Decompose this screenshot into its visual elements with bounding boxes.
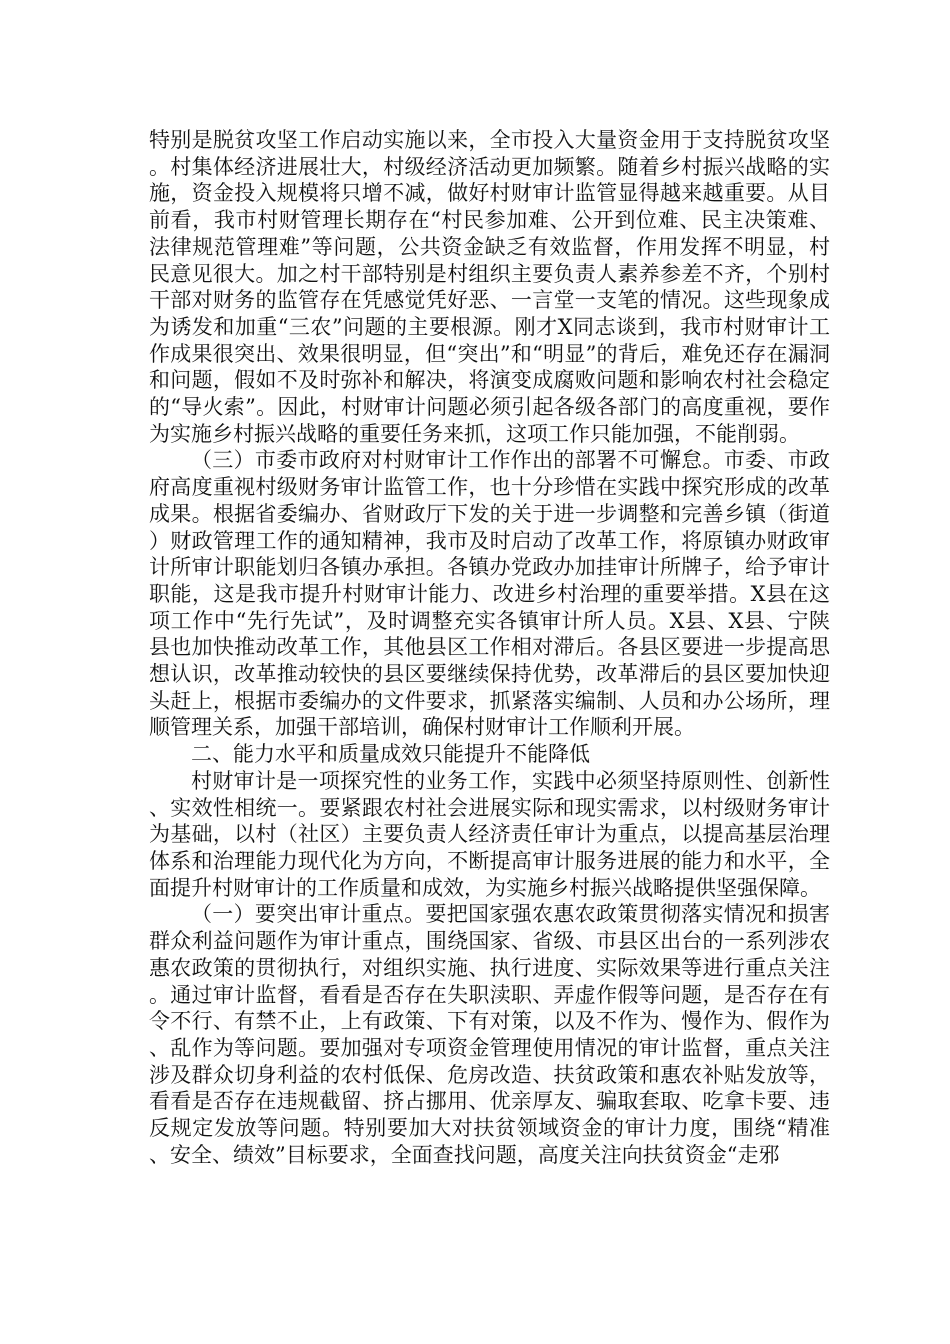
section-heading-two: 二、能力水平和质量成效只能提升不能降低 <box>191 742 590 767</box>
document-body <box>149 127 830 1168</box>
paragraph-section-two-intro: 村财审计是一项探究性的业务工作，实践中必须坚持原则性、创新性、实效性相统一。要紧跟农村社会进展实际和现实需求，以村级财务审计为基础，以村（社区）主要负责人经济责任审计为重点，以提高基层治理体系和治理能力现代化为方向，不断提高审计服务进展的能力和水平，全面提升村财审计的工作质量和成效，为实施乡村振兴战略提供坚强保障。 <box>149 768 830 900</box>
paragraph-section-three: （三）市委市政府对村财审计工作作出的部署不可懈怠。市委、市政府高度重视村级财务审计监管工作，也十分珍惜在实践中探究形成的改革成果。根据省委编办、省财政厅下发的关于进一步调整和完善乡镇（街道）财政管理工作的通知精神，我市及时启动了改革工作，将原镇办财政审计所审计职能划归各镇办承担。各镇办党政办加挂审计所牌子，给予审计职能，这是我市提升村财审计能力、改进乡村治理的重要举措。X县在这项工作中“先行先试”，及时调整充实各镇审计所人员。X县、X县、宁陕县也加快推动改革工作，其他县区工作相对滞后。各县区要进一步提高思想认识，改革推动较快的县区要继续保持优势，改革滞后的县区要加快迎头赶上，根据市委编办的文件要求，抓紧落实编制、人员和办公场所，理顺管理关系，加强干部培训，确保村财审计工作顺利开展。 <box>149 448 830 740</box>
paragraph-audit-focus: （一）要突出审计重点。要把国家强农惠农政策贯彻落实情况和损害群众利益问题作为审计重点，围绕国家、省级、市县区出台的一系列涉农惠农政策的贯彻执行，对组织实施、执行进度、实际效果等进行重点关注。通过审计监督，看看是否存在失职渎职、弄虚作假等问题，是否存在有令不行、有禁不止，上有政策、下有对策，以及不作为、慢作为、假作为、乱作为等问题。要加强对专项资金管理使用情况的审计监督，重点关注涉及群众切身利益的农村低保、危房改造、扶贫政策和惠农补贴发放等，看看是否存在违规截留、挤占挪用、优亲厚友、骗取套取、吃拿卡要、违反规定发放等问题。特别要加大对扶贫领域资金的审计力度，围绕“精准、安全、绩效”目标要求，全面查找问题，高度关注向扶贫资金“走邪 <box>149 902 830 1167</box>
paragraph-continued-intro: 特别是脱贫攻坚工作启动实施以来，全市投入大量资金用于支持脱贫攻坚。村集体经济进展壮大，村级经济活动更加频繁。随着乡村振兴战略的实施，资金投入规模将只增不减，做好村财审计监管显得越来越重要。从目前看，我市村财管理长期存在“村民参加难、公开到位难、民主决策难、法律规范管理难”等问题，公共资金缺乏有效监督，作用发挥不明显，村民意见很大。加之村干部特别是村组织主要负责人素养参差不齐，个别村干部对财务的监管存在凭感觉凭好恶、一言堂一支笔的情况。这些现象成为诱发和加重“三农”问题的主要根源。刚才X同志谈到，我市村财审计工作成果很突出、效果很明显，但“突出”和“明显”的背后，难免还存在漏洞和问题，假如不及时弥补和解决，将演变成腐败问题和影响农村社会稳定的“导火索”。因此，村财审计问题必须引起各级各部门的高度重视，要作为实施乡村振兴战略的重要任务来抓，这项工作只能加强，不能削弱。 <box>149 128 830 446</box>
